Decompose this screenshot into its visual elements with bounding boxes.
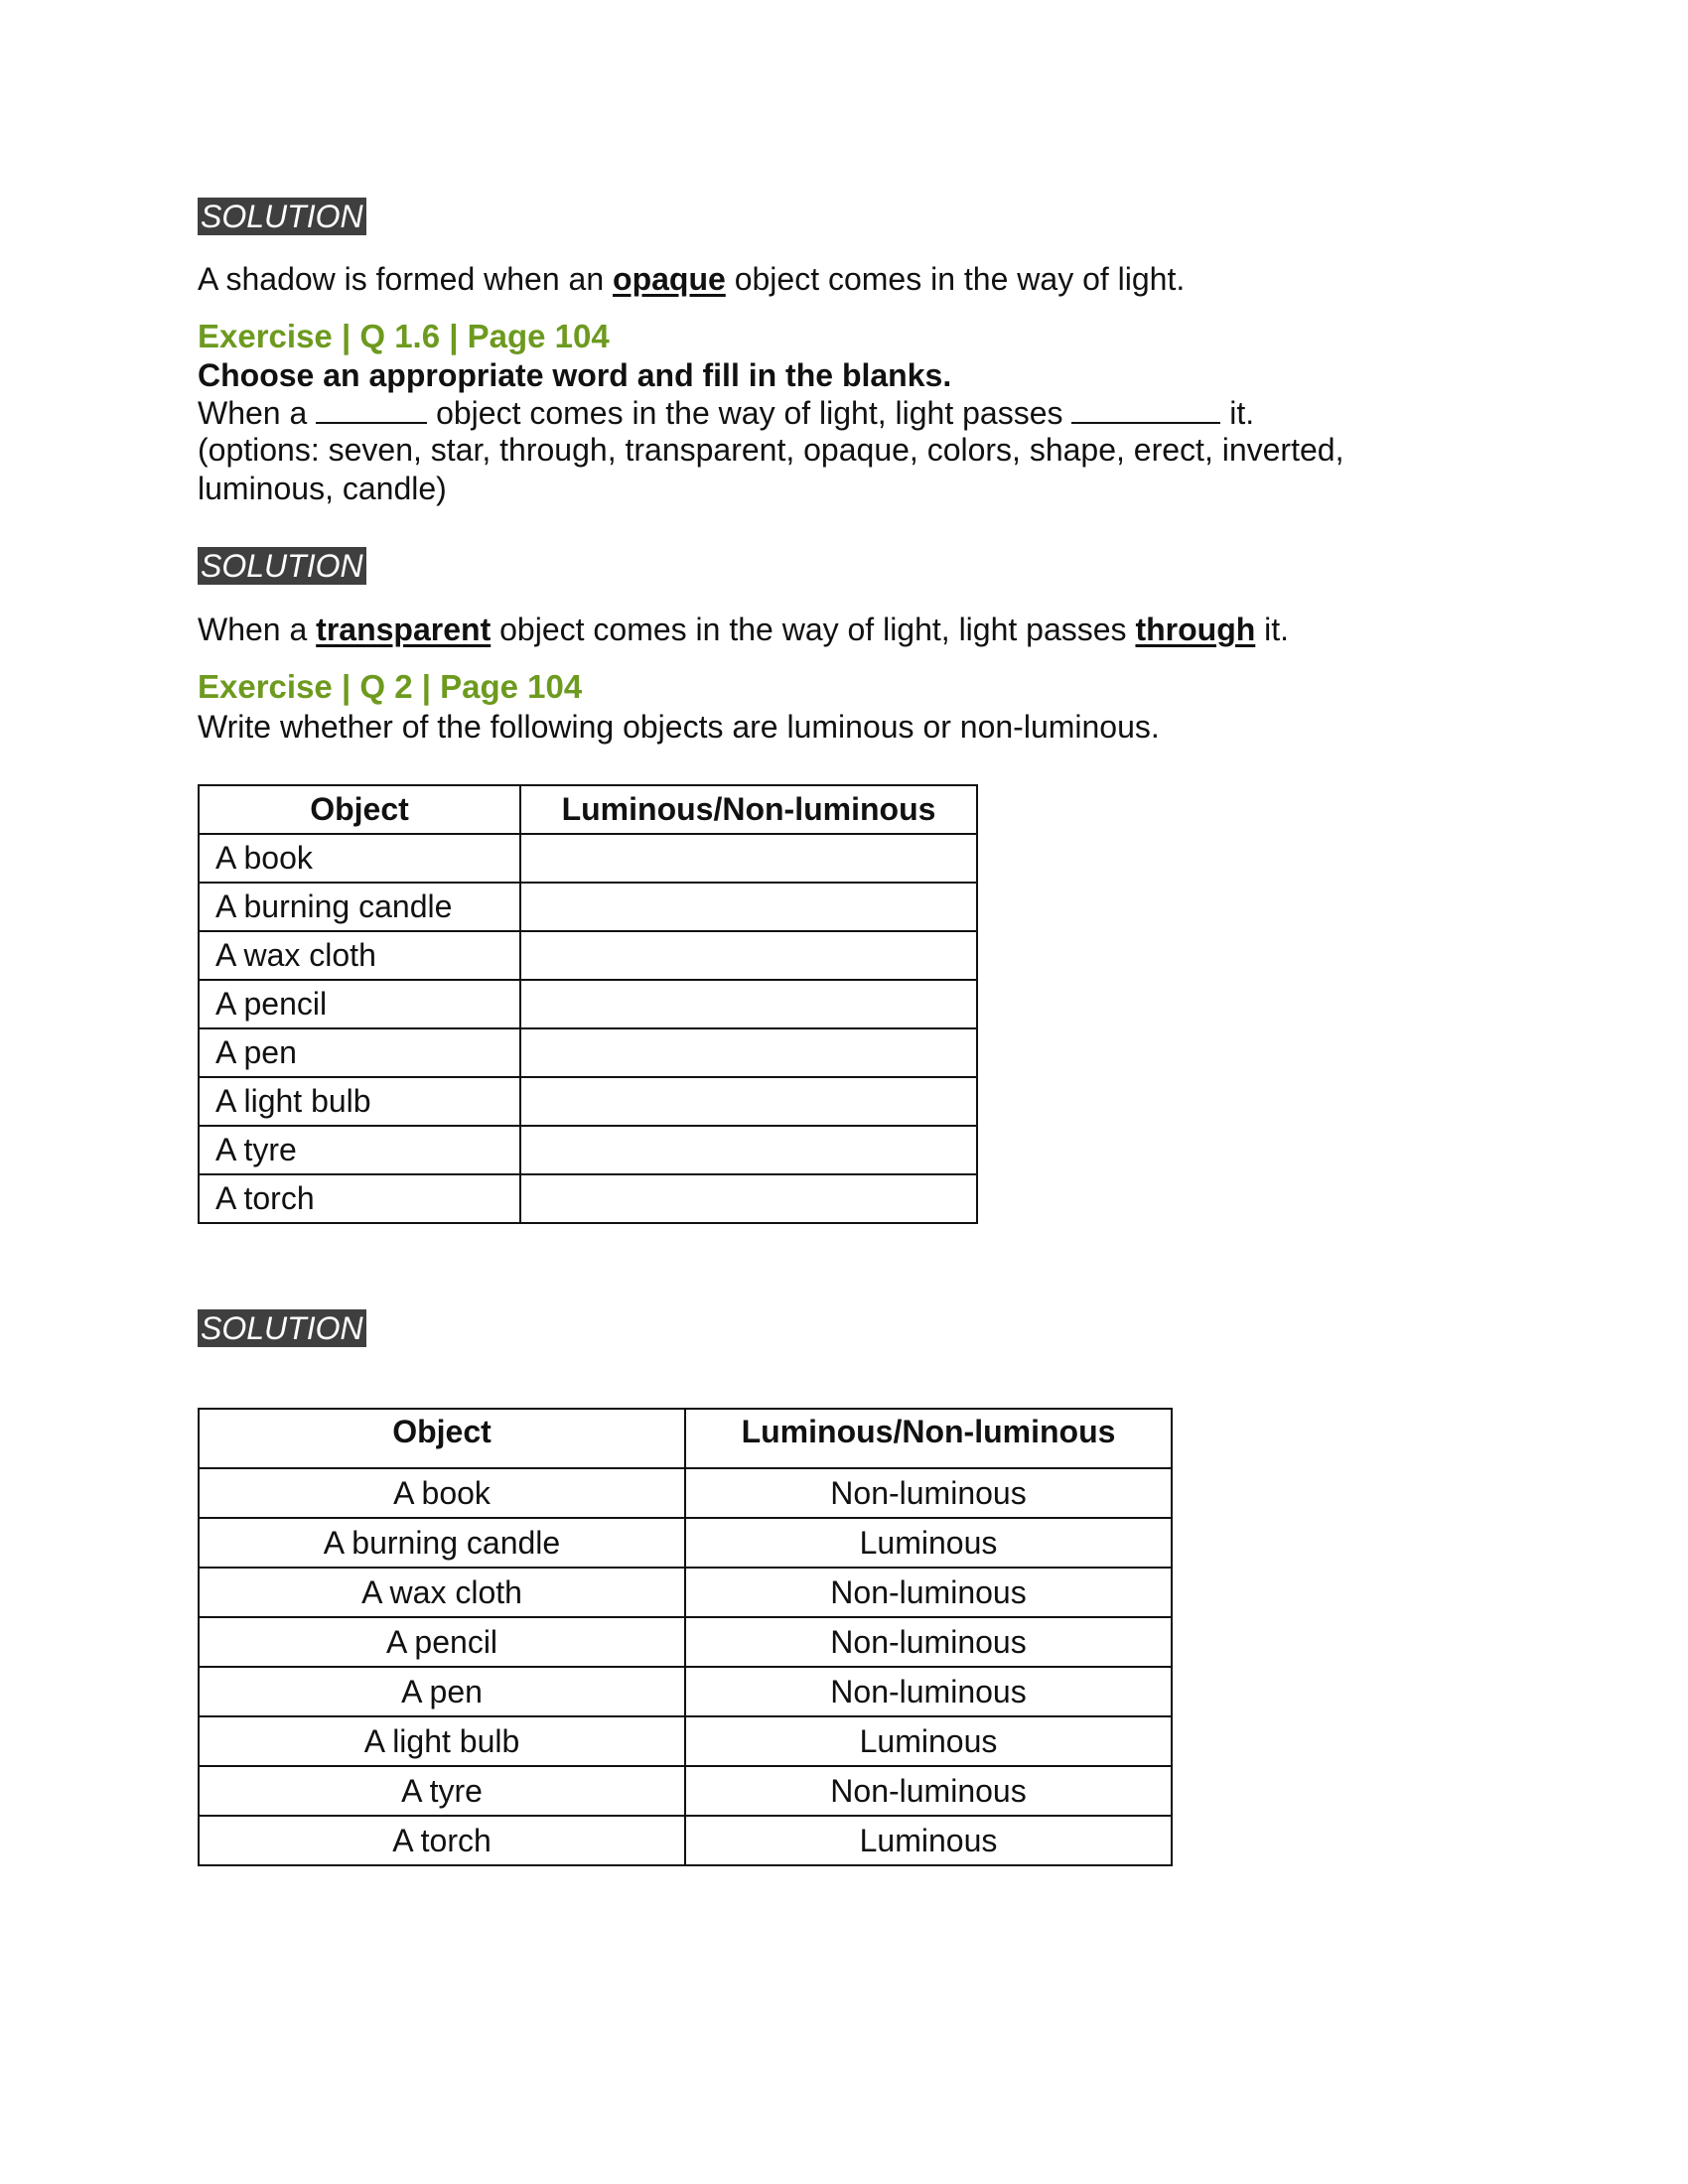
exercise-1-options-line-2: luminous, candle) (198, 471, 447, 506)
answer-cell-empty (520, 834, 977, 883)
table-row (199, 1617, 1172, 1667)
table-row (199, 1077, 977, 1126)
table-row (199, 1518, 1172, 1568)
answer-cell-empty (520, 931, 977, 980)
answer-cell-empty (520, 1174, 977, 1223)
answer-cell-empty (520, 883, 977, 931)
column-header-object: Object (199, 1409, 685, 1468)
object-cell: A light bulb (199, 1716, 685, 1766)
column-header-object: Object (199, 785, 520, 834)
object-cell: A pen (199, 1028, 520, 1077)
table-row (199, 1766, 1172, 1816)
table-row (199, 931, 977, 980)
answer-cell-empty (520, 1126, 977, 1174)
type-cell: Non-luminous (685, 1766, 1172, 1816)
object-cell: A burning candle (199, 883, 520, 931)
type-cell: Non-luminous (685, 1568, 1172, 1617)
solution-2-text (198, 611, 1289, 648)
solution-2-pre: When a (198, 612, 317, 647)
table-row (199, 1667, 1172, 1716)
blank-2 (1071, 396, 1220, 424)
table-row (199, 1174, 977, 1223)
answer-cell-empty (520, 980, 977, 1028)
answer-cell-empty (520, 1077, 977, 1126)
table-row (199, 1568, 1172, 1617)
question-part-c: it. (1229, 395, 1255, 431)
type-cell: Luminous (685, 1716, 1172, 1766)
table-header-row (199, 785, 977, 834)
solution-1-text (198, 260, 1185, 298)
exercise-1-options-line-1: (options: seven, star, through, transparent, opaque, colors, shape, erect, inverted, (198, 432, 1344, 468)
column-header-type: Luminous/Non-luminous (685, 1409, 1172, 1468)
question-table (198, 784, 978, 1224)
table-header-row (199, 1409, 1172, 1468)
solution-2-answer-1: transparent (316, 612, 492, 647)
solution-2-post: it. (1255, 612, 1290, 647)
solution-label: SOLUTION (198, 1309, 366, 1347)
table-row (199, 834, 977, 883)
solution-2-mid: object comes in the way of light, light passes (491, 612, 1136, 647)
type-cell: Non-luminous (685, 1667, 1172, 1716)
exercise-1-instruction: Choose an appropriate word and fill in the blanks. (198, 357, 952, 393)
exercise-2-instruction: Write whether of the following objects are luminous or non-luminous. (198, 709, 1160, 745)
object-cell: A pencil (199, 980, 520, 1028)
table-row (199, 1126, 977, 1174)
object-cell: A burning candle (199, 1518, 685, 1568)
object-cell: A wax cloth (199, 931, 520, 980)
solution-label: SOLUTION (198, 547, 366, 585)
object-cell: A book (199, 834, 520, 883)
type-cell: Luminous (685, 1518, 1172, 1568)
column-header-type: Luminous/Non-luminous (520, 785, 977, 834)
table-row (199, 883, 977, 931)
solution-1-answer: opaque (613, 261, 726, 297)
solution-label: SOLUTION (198, 198, 366, 235)
object-cell: A light bulb (199, 1077, 520, 1126)
answer-cell-empty (520, 1028, 977, 1077)
solution-1-post: object comes in the way of light. (725, 261, 1186, 297)
object-cell: A torch (199, 1816, 685, 1865)
object-cell: A pen (199, 1667, 685, 1716)
solution-1-pre: A shadow is formed when an (198, 261, 614, 297)
object-cell: A book (199, 1468, 685, 1518)
question-part-b: object comes in the way of light, light passes (436, 395, 1063, 431)
solution-table (198, 1408, 1173, 1866)
type-cell: Non-luminous (685, 1617, 1172, 1667)
table-row (199, 1716, 1172, 1766)
table-row (199, 980, 977, 1028)
exercise-1-question (198, 394, 1254, 432)
solution-2-answer-2: through (1135, 612, 1256, 647)
type-cell: Non-luminous (685, 1468, 1172, 1518)
type-cell: Luminous (685, 1816, 1172, 1865)
question-part-a: When a (198, 395, 308, 431)
object-cell: A wax cloth (199, 1568, 685, 1617)
blank-1 (316, 396, 427, 424)
object-cell: A pencil (199, 1617, 685, 1667)
object-cell: A torch (199, 1174, 520, 1223)
table-row (199, 1468, 1172, 1518)
table-row (199, 1816, 1172, 1865)
object-cell: A tyre (199, 1766, 685, 1816)
object-cell: A tyre (199, 1126, 520, 1174)
exercise-1-heading: Exercise | Q 1.6 | Page 104 (198, 318, 610, 354)
table-row (199, 1028, 977, 1077)
exercise-2-heading: Exercise | Q 2 | Page 104 (198, 668, 583, 705)
